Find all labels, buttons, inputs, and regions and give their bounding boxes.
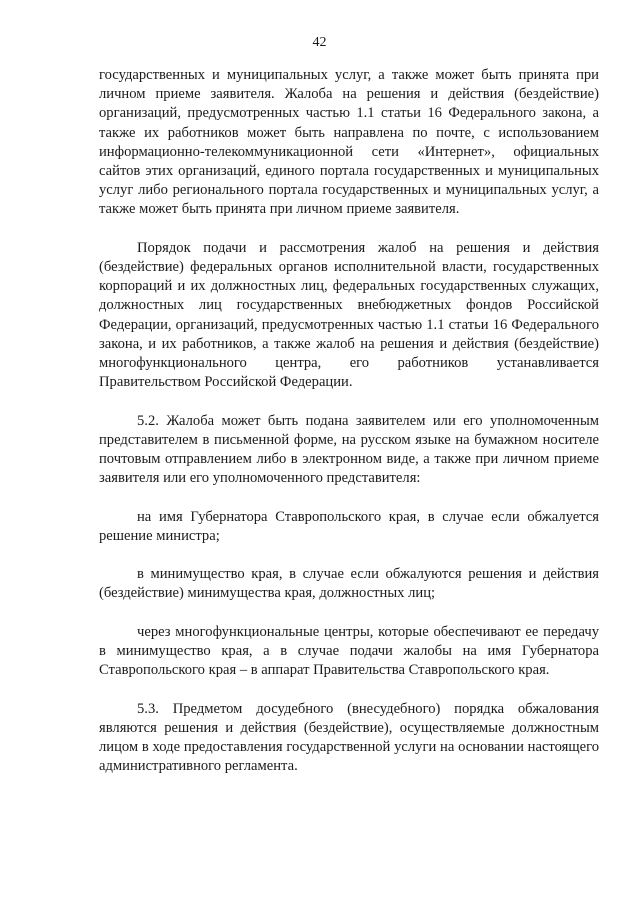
paragraph-via-mfc: через многофункциональные центры, которые обеспечивают ее передачу в минимущество края, а в случае подачи жалобы на имя Губернатора Ставропольского края – в аппарат Правительства Ставропольского края. — [99, 623, 599, 679]
paragraph-complaint-submission-continued: государственных и муниципальных услуг, а также может быть принята при личном приеме заявителя. Жалоба на решения и действия (бездействие) организаций, предусмотренных частью 1.1 статьи 16 Федерального закона, а также их работников может быть направлена по почте, с использованием информационно-телекоммуникационной сети «Интернет», официальных сайтов этих организаций, единого портала государственных и муниципальных услуг либо регионального портала государственных и муниципальных услуг, а также может быть принята при личном приеме заявителя. — [99, 67, 599, 218]
paragraph-to-governor: на имя Губернатора Ставропольского края, в случае если обжалуется решение министра; — [99, 508, 599, 544]
page-number: 42 — [312, 35, 327, 50]
document-body — [99, 66, 599, 796]
paragraph-5-2-complaint-form: 5.2. Жалоба может быть подана заявителем или его уполномоченным представителем в письменной форме, на русском языке на бумажном носителе почтовым отправлением либо в электронном виде, а также при личном приеме заявителя или его уполномоченного представителя: — [99, 412, 599, 487]
paragraph-5-3-subject-of-appeal: 5.3. Предметом досудебного (внесудебного) порядка обжалования являются решения и действия (бездействие), осуществляемые должностным лицом в ходе предоставления государственной услуги на основании настоящего административного регламента. — [99, 700, 599, 775]
paragraph-to-ministry: в минимущество края, в случае если обжалуются решения и действия (бездействие) минимущества края, должностных лиц; — [99, 566, 599, 602]
paragraph-federal-complaint-procedure: Порядок подачи и рассмотрения жалоб на решения и действия (бездействие) федеральных органов исполнительной власти, государственных корпораций и их должностных лиц, федеральных государственных служащих, должностных лиц государственных внебюджетных фондов Российской Федерации, организаций, предусмотренных частью 1.1 статьи 16 Федерального закона, и их работников, а также жалоб на решения и действия (бездействие) многофункционального центра, его работников устанавливается Правительством Российской Федерации. — [99, 239, 599, 391]
